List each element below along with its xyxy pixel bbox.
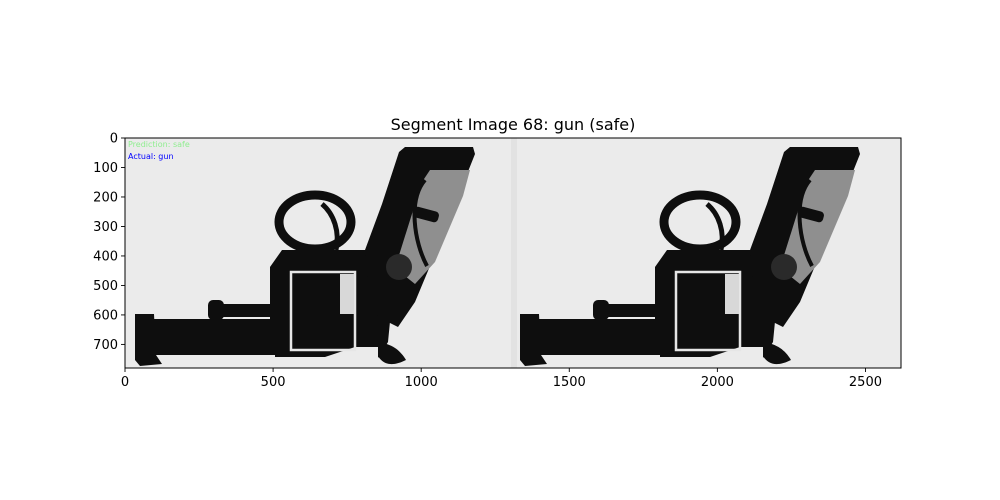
x-tick-label: 1000 [404, 375, 438, 390]
y-tick-label: 0 [109, 131, 118, 147]
x-tick-label: 0 [120, 375, 130, 390]
y-tick-label: 400 [93, 249, 118, 265]
segment-divider [511, 138, 517, 368]
x-tick-label: 2000 [700, 375, 734, 390]
y-tick-label: 100 [93, 160, 118, 176]
y-tick-label: 700 [93, 337, 118, 353]
y-tick-label: 500 [93, 278, 118, 294]
y-tick-label: 300 [93, 219, 118, 235]
image-area [125, 138, 901, 368]
x-axis [121, 368, 882, 390]
y-axis [93, 132, 125, 353]
actual-annotation: Actual: gun [128, 152, 174, 161]
x-tick-label: 2500 [848, 375, 883, 390]
x-tick-label: 500 [260, 375, 286, 390]
y-tick-label: 600 [93, 308, 118, 324]
prediction-annotation: Prediction: safe [128, 140, 190, 149]
x-tick-label: 1500 [552, 375, 586, 390]
y-tick-label: 200 [93, 190, 118, 206]
chart-title: Segment Image 68: gun (safe) [390, 115, 636, 134]
